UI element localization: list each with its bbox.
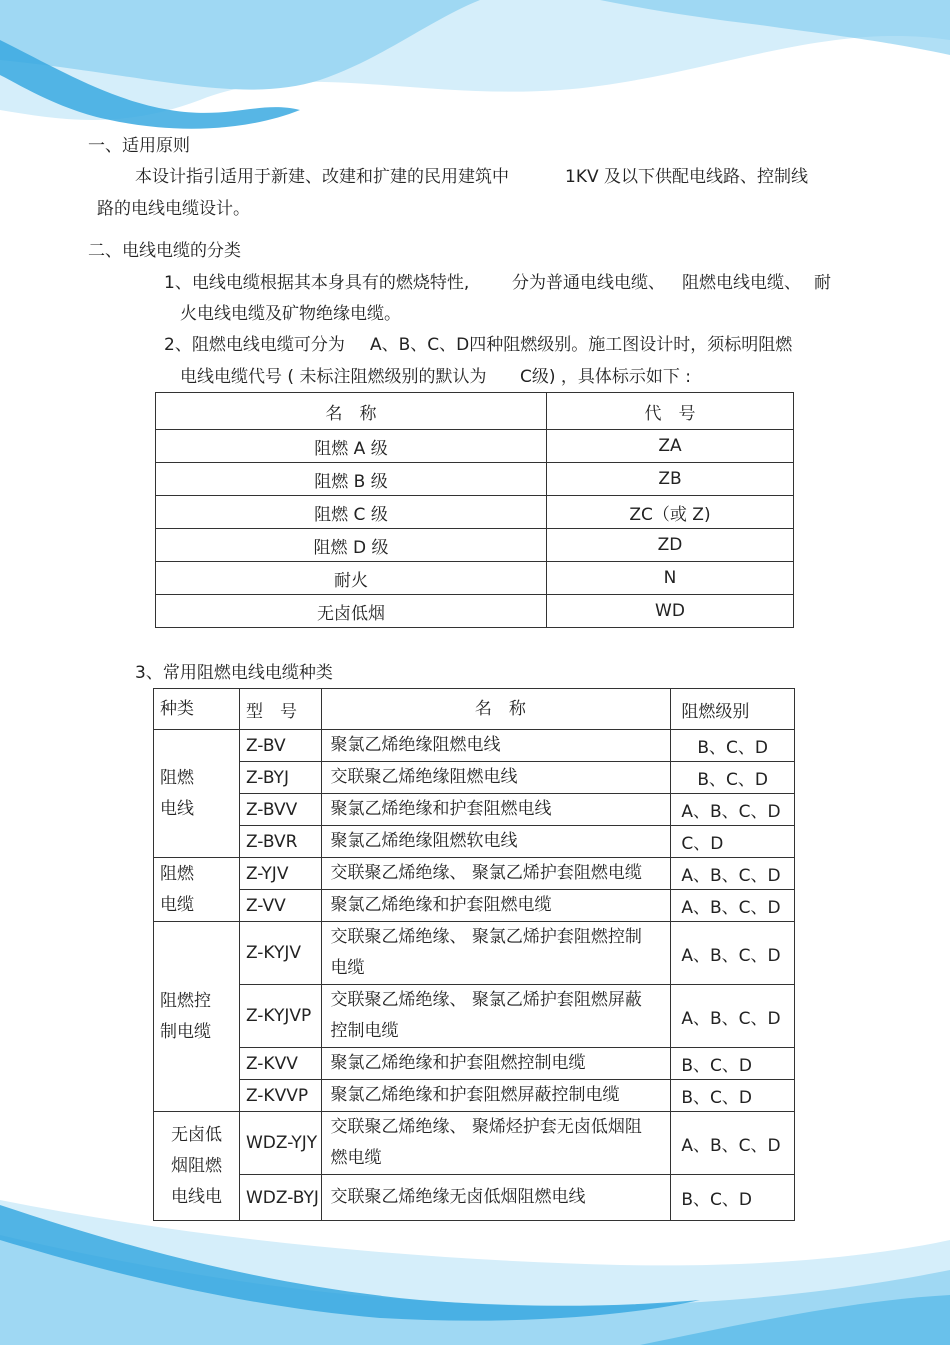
kind-cell xyxy=(154,1112,240,1221)
kind-line: 电线电 xyxy=(170,1186,222,1207)
name-line: 控制电缆 xyxy=(330,1021,399,1041)
model-cell: Z-YJV xyxy=(239,858,322,890)
model-cell: Z-BVR xyxy=(239,826,322,858)
cell-name: 无卤低烟 xyxy=(156,595,547,628)
kind-line: 阻燃 xyxy=(160,863,194,884)
name-cell: 交联聚乙烯绝缘阻燃电线 xyxy=(322,762,671,794)
level-cell: A、B、C、D xyxy=(671,1112,795,1175)
name-cell: 聚氯乙烯绝缘和护套阻燃电缆 xyxy=(322,890,671,922)
table-row xyxy=(156,562,794,595)
level-cell: A、B、C、D xyxy=(671,985,795,1048)
kind-line: 阻燃控 xyxy=(160,990,211,1011)
level-cell: A、B、C、D xyxy=(671,858,795,890)
model-cell: Z-KYJV xyxy=(239,922,322,985)
level-cell: A、B、C、D xyxy=(671,922,795,985)
table-row xyxy=(154,858,795,890)
name-line: 交联聚乙烯绝缘、 聚烯烃护套无卤低烟阻 xyxy=(330,1117,642,1137)
name-cell: 交联聚乙烯绝缘无卤低烟阻燃电线 xyxy=(322,1175,671,1221)
column-header-level: 阻燃级别 xyxy=(671,689,795,730)
name-cell: 交联聚乙烯绝缘、 聚氯乙烯护套阻燃电缆 xyxy=(322,858,671,890)
level-cell: A、B、C、D xyxy=(671,890,795,922)
model-cell: Z-KYJVP xyxy=(239,985,322,1048)
table-row xyxy=(156,595,794,628)
table-row xyxy=(154,826,795,858)
table-row xyxy=(156,463,794,496)
cell-name: 阻燃 A 级 xyxy=(156,430,547,463)
table-row xyxy=(154,890,795,922)
model-cell: Z-BVV xyxy=(239,794,322,826)
name-line: 交联聚乙烯绝缘、 聚氯乙烯护套阻燃控制 xyxy=(330,927,642,947)
column-header-kind: 种类 xyxy=(154,689,240,730)
table-row xyxy=(154,1112,795,1175)
level-cell: A、B、C、D xyxy=(671,794,795,826)
name-cell xyxy=(322,922,671,985)
cell-code: WD xyxy=(547,595,794,628)
level-cell: B、C、D xyxy=(671,1048,795,1080)
item1-line1b: 分为普通电线电缆、 xyxy=(512,273,665,293)
name-cell: 聚氯乙烯绝缘和护套阻燃电线 xyxy=(322,794,671,826)
name-cell xyxy=(322,1112,671,1175)
table-header-row xyxy=(154,689,795,730)
kind-cell xyxy=(154,922,240,1112)
name-line: 交联聚乙烯绝缘、 聚氯乙烯护套阻燃屏蔽 xyxy=(330,990,642,1010)
column-header-name: 名 称 xyxy=(322,689,671,730)
table-row xyxy=(154,762,795,794)
level-cell: B、C、D xyxy=(671,1175,795,1221)
level-cell: B、C、D xyxy=(671,1080,795,1112)
kind-line: 电缆 xyxy=(160,894,194,915)
kind-line: 制电缆 xyxy=(160,1021,211,1042)
cell-name: 耐火 xyxy=(156,562,547,595)
kind-line: 烟阻燃 xyxy=(170,1155,222,1176)
section1-paragraph-line1b: 1KV 及以下供配电线路、控制线 xyxy=(565,167,808,187)
item2-line1a: 2、阻燃电线电缆可分为 xyxy=(164,335,345,355)
table-row xyxy=(154,730,795,762)
column-header-code: 代 号 xyxy=(547,393,794,430)
name-cell: 聚氯乙烯绝缘和护套阻燃控制电缆 xyxy=(322,1048,671,1080)
cell-code: ZB xyxy=(547,463,794,496)
level-cell: B、C、D xyxy=(671,730,795,762)
table-row xyxy=(154,794,795,826)
table-row xyxy=(154,922,795,985)
item2-line1b: A、B、C、D四种阻燃级别。施工图设计时，须标明阻燃 xyxy=(370,335,793,355)
name-cell: 聚氯乙烯绝缘阻燃软电线 xyxy=(322,826,671,858)
cable-types-table xyxy=(153,688,795,1221)
cell-name: 阻燃 C 级 xyxy=(156,496,547,529)
kind-cell xyxy=(154,858,240,922)
table-header-row xyxy=(156,393,794,430)
section3-heading: 3、常用阻燃电线电缆种类 xyxy=(135,663,333,683)
section1-paragraph-line1a: 本设计指引适用于新建、改建和扩建的民用建筑中 xyxy=(135,167,509,187)
model-cell: WDZ-YJY xyxy=(239,1112,322,1175)
item2-line2a: 电线电缆代号 ( 未标注阻燃级别的默认为 xyxy=(180,367,487,387)
name-cell: 聚氯乙烯绝缘阻燃电线 xyxy=(322,730,671,762)
table-row xyxy=(154,1048,795,1080)
fire-retardant-code-table xyxy=(155,392,794,628)
name-cell: 聚氯乙烯绝缘和护套阻燃屏蔽控制电缆 xyxy=(322,1080,671,1112)
section1-paragraph-line2: 路的电线电缆设计。 xyxy=(97,199,250,219)
model-cell: WDZ-BYJ xyxy=(239,1175,322,1221)
table-row xyxy=(156,529,794,562)
table-row xyxy=(154,1080,795,1112)
model-cell: Z-BYJ xyxy=(239,762,322,794)
name-line: 燃电缆 xyxy=(330,1148,382,1168)
kind-line: 无卤低 xyxy=(170,1124,222,1145)
cell-code: ZD xyxy=(547,529,794,562)
item1-line1a: 1、电线电缆根据其本身具有的燃烧特性, xyxy=(164,273,470,293)
kind-line: 电线 xyxy=(160,798,194,819)
item1-line1c: 阻燃电线电缆、 xyxy=(682,273,801,293)
item1-line1d: 耐 xyxy=(814,273,831,293)
column-header-name: 名 称 xyxy=(156,393,547,430)
cell-code: N xyxy=(547,562,794,595)
level-cell: C、D xyxy=(671,826,795,858)
model-cell: Z-KVVP xyxy=(239,1080,322,1112)
table-row xyxy=(154,985,795,1048)
cell-name: 阻燃 B 级 xyxy=(156,463,547,496)
item2-line2b: C级) ，具体标示如下 : xyxy=(520,367,692,387)
model-cell: Z-VV xyxy=(239,890,322,922)
name-cell xyxy=(322,985,671,1048)
table-row xyxy=(156,496,794,529)
cell-code: ZA xyxy=(547,430,794,463)
cell-name: 阻燃 D 级 xyxy=(156,529,547,562)
section1-heading: 一、适用原则 xyxy=(88,136,190,156)
item1-line2: 火电线电缆及矿物绝缘电缆。 xyxy=(180,304,401,324)
level-cell: B、C、D xyxy=(671,762,795,794)
table-row xyxy=(154,1175,795,1221)
kind-cell xyxy=(154,730,240,858)
cell-code: ZC（或 Z) xyxy=(547,496,794,529)
kind-line: 阻燃 xyxy=(160,767,194,788)
model-cell: Z-KVV xyxy=(239,1048,322,1080)
column-header-model: 型 号 xyxy=(239,689,322,730)
section2-heading: 二、电线电缆的分类 xyxy=(88,241,241,261)
model-cell: Z-BV xyxy=(239,730,322,762)
name-line: 电缆 xyxy=(330,958,365,978)
table-row xyxy=(156,430,794,463)
